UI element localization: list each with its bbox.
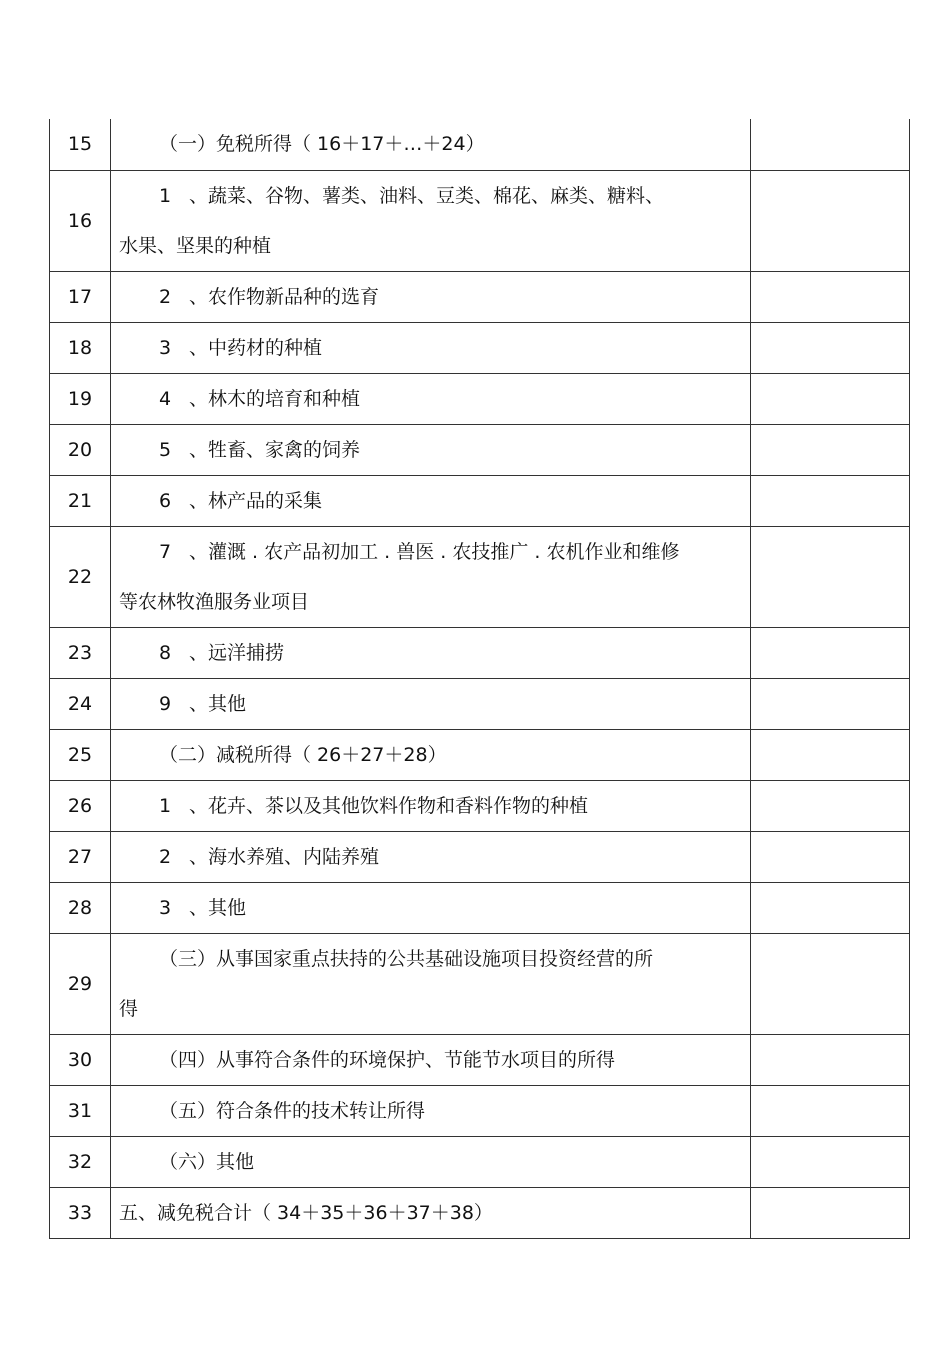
item-line (119, 374, 750, 424)
item-line (119, 425, 750, 475)
sub-number: 6 (159, 489, 172, 512)
table-row (50, 882, 910, 933)
amount-cell (751, 271, 910, 322)
table-row (50, 729, 910, 780)
sub-number: 8 (159, 641, 172, 664)
amount-cell (751, 119, 910, 170)
row-number: 29 (50, 933, 111, 1034)
row-item (111, 1034, 751, 1085)
table-row (50, 831, 910, 882)
tax-form-table (49, 119, 910, 1239)
row-number: 21 (50, 475, 111, 526)
table-row (50, 119, 910, 170)
row-number: 28 (50, 882, 111, 933)
item-line (119, 1035, 750, 1085)
row-item (111, 678, 751, 729)
row-item (111, 729, 751, 780)
table-row (50, 1034, 910, 1085)
row-number: 16 (50, 170, 111, 271)
table-row (50, 1085, 910, 1136)
item-text: 、远洋捕捞 (189, 641, 285, 664)
item-text-continued: 水果、坚果的种植 (119, 234, 272, 257)
amount-cell (751, 678, 910, 729)
row-number: 17 (50, 271, 111, 322)
row-number: 19 (50, 373, 111, 424)
row-item (111, 322, 751, 373)
sub-number: 4 (159, 387, 172, 410)
item-text: （一）免税所得（ 16＋17＋…＋24） (159, 133, 485, 156)
table-row (50, 1136, 910, 1187)
item-text: 、花卉、茶以及其他饮料作物和香料作物的种植 (189, 794, 589, 817)
amount-cell (751, 1136, 910, 1187)
item-line (119, 628, 750, 678)
amount-cell (751, 1034, 910, 1085)
row-item (111, 373, 751, 424)
amount-cell (751, 322, 910, 373)
item-line (119, 730, 750, 780)
sub-number: 9 (159, 692, 172, 715)
amount-cell (751, 933, 910, 1034)
item-line (119, 1137, 750, 1187)
sub-number: 3 (159, 336, 172, 359)
row-item (111, 526, 751, 627)
table-body (50, 119, 910, 1238)
amount-cell (751, 526, 910, 627)
item-text-continued: 等农林牧渔服务业项目 (119, 590, 310, 613)
row-item (111, 271, 751, 322)
row-item (111, 933, 751, 1034)
amount-cell (751, 1085, 910, 1136)
row-number: 27 (50, 831, 111, 882)
item-text: （六）其他 (159, 1150, 255, 1173)
amount-cell (751, 831, 910, 882)
item-line (119, 934, 750, 984)
row-number: 18 (50, 322, 111, 373)
amount-cell (751, 780, 910, 831)
table-row (50, 526, 910, 627)
item-line (119, 679, 750, 729)
item-text: （二）减税所得（ 26＋27＋28） (159, 743, 447, 766)
row-item (111, 475, 751, 526)
item-text: 、海水养殖、内陆养殖 (189, 845, 380, 868)
amount-cell (751, 170, 910, 271)
item-text: 、其他 (189, 692, 247, 715)
amount-cell (751, 373, 910, 424)
row-item (111, 882, 751, 933)
table-row (50, 475, 910, 526)
item-line (119, 1086, 750, 1136)
amount-cell (751, 882, 910, 933)
row-number: 24 (50, 678, 111, 729)
amount-cell (751, 1187, 910, 1238)
table-row (50, 933, 910, 1034)
table-row (50, 678, 910, 729)
row-item (111, 831, 751, 882)
sub-number: 7 (159, 540, 172, 563)
table-row (50, 627, 910, 678)
item-line (119, 883, 750, 933)
row-item (111, 780, 751, 831)
table-row (50, 424, 910, 475)
row-item (111, 119, 751, 170)
row-item (111, 627, 751, 678)
item-line (119, 119, 750, 169)
row-item (111, 1085, 751, 1136)
row-number: 30 (50, 1034, 111, 1085)
table-row (50, 780, 910, 831)
item-text-continued: 得 (119, 997, 139, 1020)
item-line (119, 1188, 750, 1238)
table-row (50, 1187, 910, 1238)
row-item (111, 1187, 751, 1238)
row-number: 23 (50, 627, 111, 678)
item-text: 、林产品的采集 (189, 489, 323, 512)
row-item (111, 424, 751, 475)
item-line (119, 323, 750, 373)
row-number: 25 (50, 729, 111, 780)
item-line (119, 476, 750, 526)
item-text: 、灌溉 . 农产品初加工 . 兽医 . 农技推广 . 农机作业和维修 (189, 540, 680, 563)
item-text: （五）符合条件的技术转让所得 (159, 1099, 426, 1122)
table-row (50, 271, 910, 322)
table-row (50, 322, 910, 373)
amount-cell (751, 729, 910, 780)
row-number: 26 (50, 780, 111, 831)
sub-number: 1 (159, 794, 172, 817)
item-text: 、其他 (189, 896, 247, 919)
row-number: 20 (50, 424, 111, 475)
amount-cell (751, 424, 910, 475)
table-row (50, 373, 910, 424)
amount-cell (751, 475, 910, 526)
table-row (50, 170, 910, 271)
sub-number: 1 (159, 184, 172, 207)
row-number: 32 (50, 1136, 111, 1187)
item-line (119, 527, 750, 577)
sub-number: 5 (159, 438, 172, 461)
item-text: 、牲畜、家禽的饲养 (189, 438, 361, 461)
item-text: 、蔬菜、谷物、薯类、油料、豆类、棉花、麻类、糖料、 (189, 184, 665, 207)
item-text: 五、减免税合计（ 34＋35＋36＋37＋38） (119, 1201, 493, 1224)
item-line (119, 781, 750, 831)
sub-number: 2 (159, 285, 172, 308)
row-item (111, 170, 751, 271)
item-text: （三）从事国家重点扶持的公共基础设施项目投资经营的所 (159, 947, 654, 970)
item-text: 、中药材的种植 (189, 336, 323, 359)
row-item (111, 1136, 751, 1187)
item-line (119, 272, 750, 322)
sub-number: 3 (159, 896, 172, 919)
item-text: 、林木的培育和种植 (189, 387, 361, 410)
row-number: 31 (50, 1085, 111, 1136)
item-line (119, 832, 750, 882)
row-number: 33 (50, 1187, 111, 1238)
item-line (119, 171, 750, 221)
amount-cell (751, 627, 910, 678)
row-number: 22 (50, 526, 111, 627)
item-text: 、农作物新品种的选育 (189, 285, 380, 308)
sub-number: 2 (159, 845, 172, 868)
item-text: （四）从事符合条件的环境保护、节能节水项目的所得 (159, 1048, 616, 1071)
row-number: 15 (50, 119, 111, 170)
